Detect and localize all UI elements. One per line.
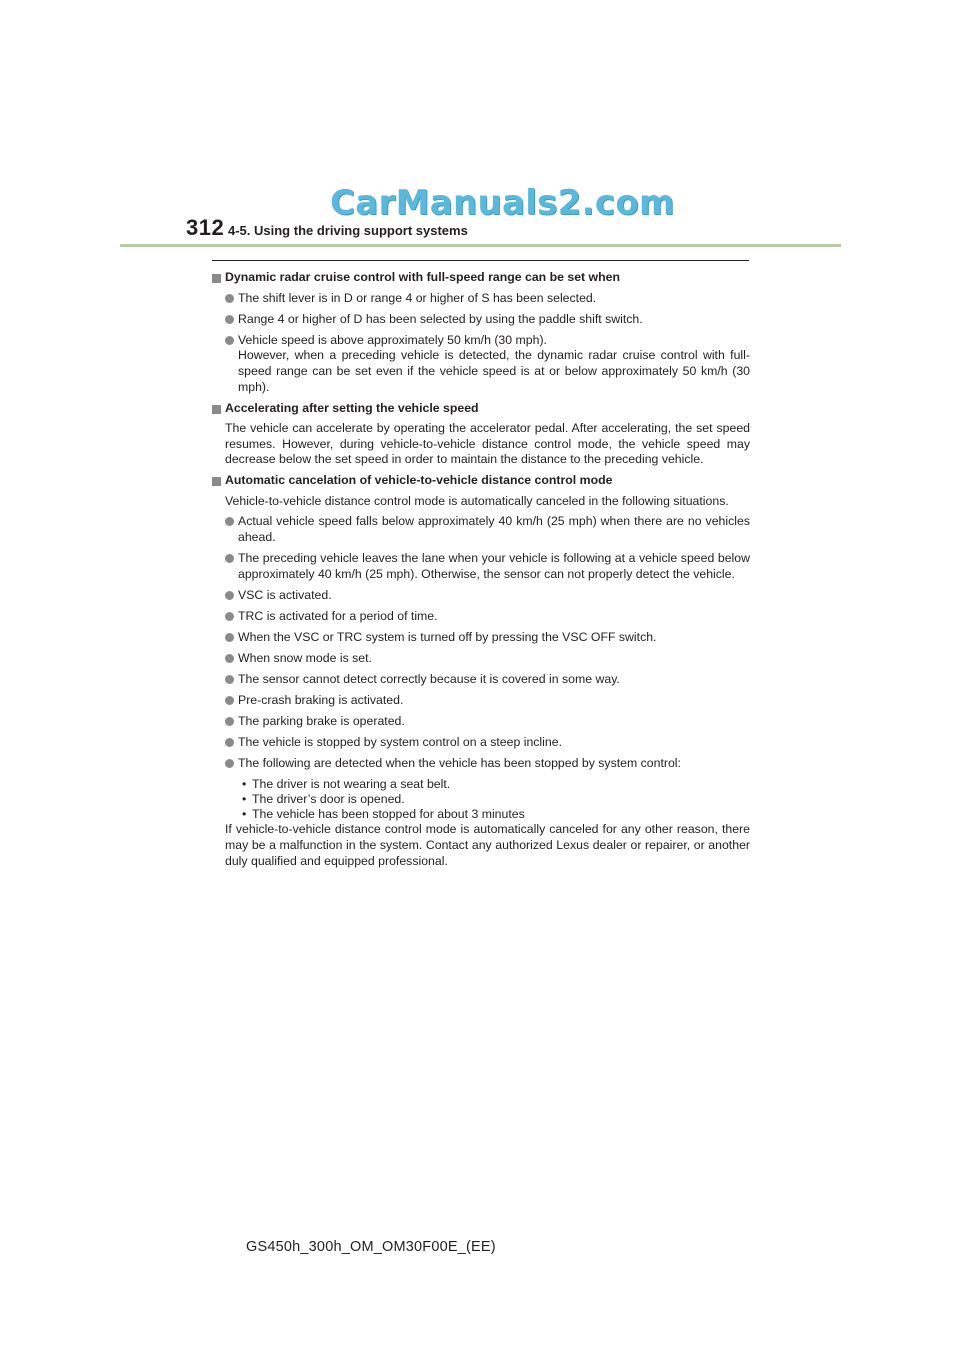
dot-marker-icon: •	[242, 792, 247, 807]
circle-bullet-icon	[225, 294, 234, 303]
square-bullet-icon	[212, 405, 221, 414]
list-item: The shift lever is in D or range 4 or higher of S has been selected.	[212, 291, 750, 307]
section-heading: Automatic cancelation of vehicle-to-vehicle distance control mode	[212, 473, 750, 489]
circle-bullet-icon	[225, 759, 234, 768]
page-number: 312	[186, 215, 225, 240]
square-bullet-icon	[212, 477, 221, 486]
circle-bullet-icon	[225, 336, 234, 345]
footnote-paragraph: If vehicle-to-vehicle distance control mode is automatically canceled for any other reason, there may be a malfunction in the system. Contact any authorized Lexus dealer or repairer, or another duly qualified and equipped professional.	[225, 822, 750, 868]
dot-marker-icon: •	[242, 807, 247, 822]
circle-bullet-icon	[225, 738, 234, 747]
list-item: The following are detected when the vehicle has been stopped by system control:	[212, 756, 750, 772]
sub-list-item: • The driver’s door is opened.	[242, 792, 405, 807]
circle-bullet-icon	[225, 517, 234, 526]
circle-bullet-icon	[225, 591, 234, 600]
sub-list-item: • The driver is not wearing a seat belt.	[242, 777, 451, 792]
list-item: TRC is activated for a period of time.	[212, 609, 750, 625]
circle-bullet-icon	[225, 554, 234, 563]
page-content	[212, 270, 750, 869]
circle-bullet-icon	[225, 717, 234, 726]
section-heading: Dynamic radar cruise control with full-speed range can be set when	[212, 270, 750, 286]
circle-bullet-icon	[225, 654, 234, 663]
circle-bullet-icon	[225, 315, 234, 324]
list-item: The vehicle is stopped by system control on a steep incline.	[212, 735, 750, 751]
content-rule	[212, 260, 749, 261]
document-code: GS450h_300h_OM_OM30F00E_(EE)	[246, 1239, 496, 1255]
list-item: When the VSC or TRC system is turned off by pressing the VSC OFF switch.	[212, 630, 750, 646]
list-item: When snow mode is set.	[212, 651, 750, 667]
list-item-continuation: However, when a preceding vehicle is detected, the dynamic radar cruise control with full-speed range can be set even if the vehicle speed is at or below approximately 50 km/h (30 mph).	[238, 348, 750, 394]
sub-list-item: • The vehicle has been stopped for about 3 minutes	[242, 807, 525, 822]
list-item: Actual vehicle speed falls below approximately 40 km/h (25 mph) when there are no vehicles ahead.	[212, 514, 750, 545]
list-item: Range 4 or higher of D has been selected by using the paddle shift switch.	[212, 312, 750, 328]
section-title: 4-5. Using the driving support systems	[228, 223, 468, 238]
circle-bullet-icon	[225, 612, 234, 621]
paragraph: The vehicle can accelerate by operating the accelerator pedal. After accelerating, the set speed resumes. However, during vehicle-to-vehicle distance control mode, the vehicle speed may decrease below the set speed in order to maintain the distance to the preceding vehicle.	[225, 421, 750, 467]
circle-bullet-icon	[225, 696, 234, 705]
list-item: The parking brake is operated.	[212, 714, 750, 730]
section-heading: Accelerating after setting the vehicle speed	[212, 401, 750, 417]
dot-marker-icon: •	[242, 777, 247, 792]
circle-bullet-icon	[225, 633, 234, 642]
watermark-logo: CarManuals2.com	[330, 183, 675, 223]
paragraph: Vehicle-to-vehicle distance control mode is automatically canceled in the following situations.	[225, 493, 729, 508]
list-item: The sensor cannot detect correctly because it is covered in some way.	[212, 672, 750, 688]
sub-list	[212, 777, 750, 822]
list-item: The preceding vehicle leaves the lane when your vehicle is following at a vehicle speed below approximately 40 km/h (25 mph). Otherwise, the sensor can not properly detect the vehicle.	[212, 551, 750, 582]
list-item: VSC is activated.	[212, 588, 750, 604]
circle-bullet-icon	[225, 675, 234, 684]
square-bullet-icon	[212, 274, 221, 283]
list-item: Vehicle speed is above approximately 50 km/h (30 mph). However, when a preceding vehicle is detected, the dynamic radar cruise control with full-speed range can be set even if the vehicle speed is at or below approximately 50 km/h (30 mph).	[212, 333, 750, 395]
header-rule	[120, 244, 841, 247]
list-item: Pre-crash braking is activated.	[212, 693, 750, 709]
